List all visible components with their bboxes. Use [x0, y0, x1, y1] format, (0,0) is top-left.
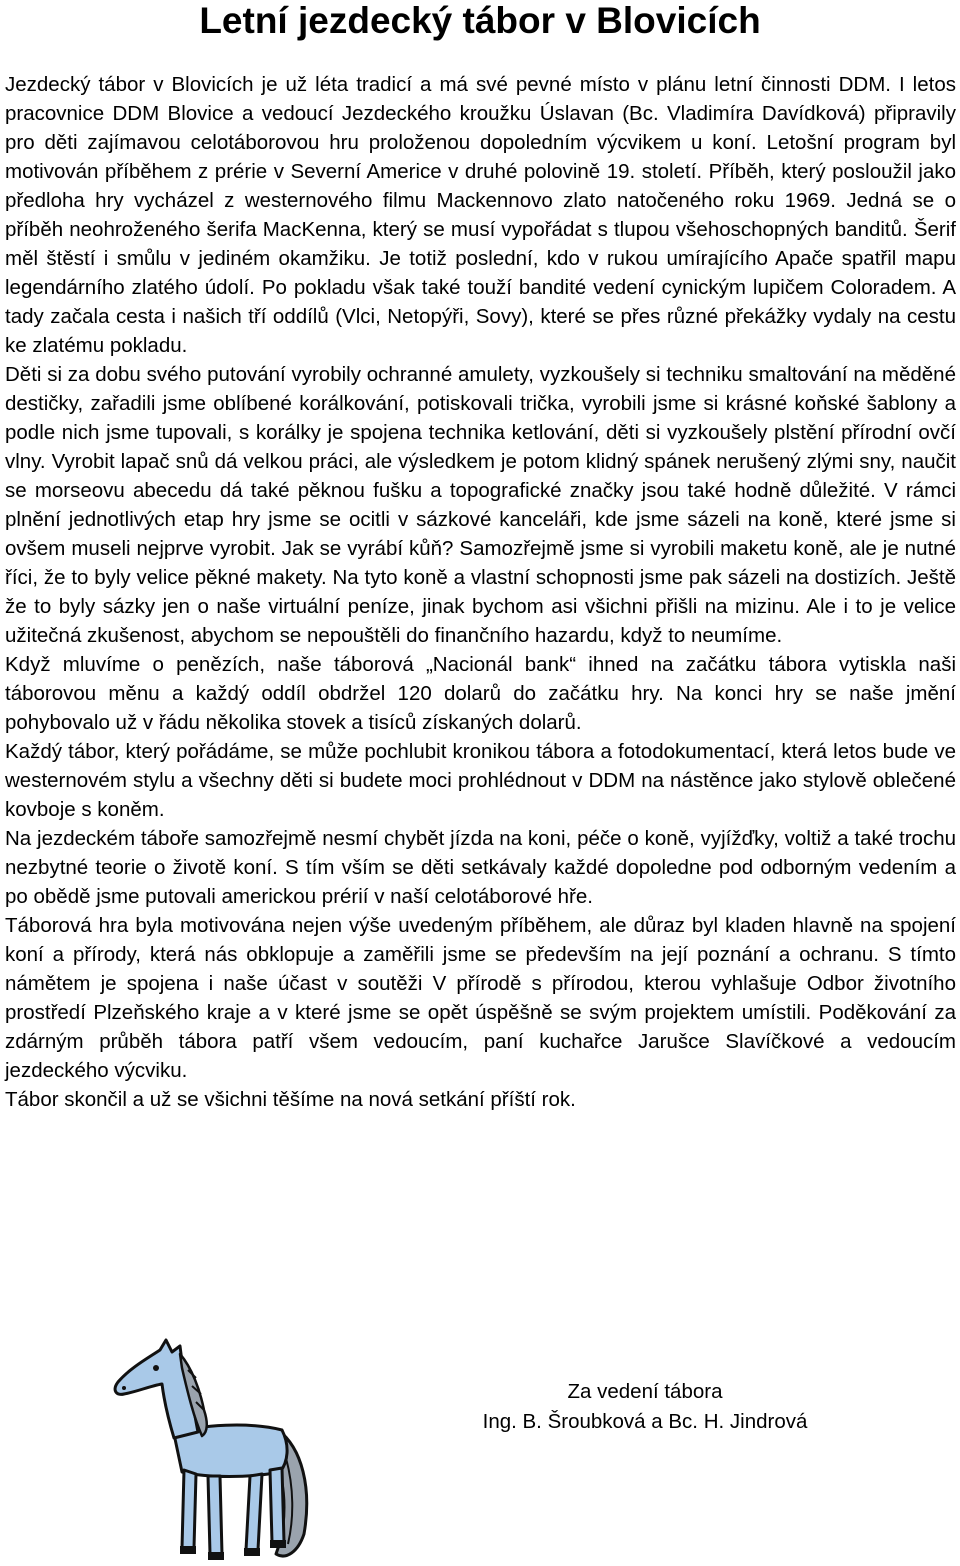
horse-leg	[246, 1474, 262, 1550]
horse-leg	[208, 1476, 222, 1554]
horse-leg	[270, 1468, 284, 1542]
article-body	[5, 70, 956, 1114]
paragraph: Táborová hra byla motivována nejen výše uvedeným příběhem, ale důraz byl kladen hlavně na spojení koní a přírody, která nás obklopuje a zaměřili jsme se především na její poznání a ochranu. S tímto námětem je spojena i naše účast v soutěži V přírodě s přírodou, kterou vyhlašuje Odbor životního prostředí Plzeňského kraje a v které jsme se opět úspěšně se svým projektem umístili. Poděkování za zdárným průběh tábora patří všem vedoucím, paní kuchařce Jarušce Slavíčkové a vedoucím jezdeckého výcviku.	[5, 914, 956, 1082]
signature-names: Ing. B. Šroubková a Bc. H. Jindrová	[482, 1410, 808, 1433]
paragraph: Děti si za dobu svého putování vyrobily ochranné amulety, vyzkoušely si techniku smaltování na měděné destičky, zařadili jsme oblíbené korálkování, potiskovali trička, vyrobili jsme si krásné koňské šablony a podle nich jsme tupovali, s korálky je spojena technika ketlování, děti si vyzkoušely plstění přírodní ovčí vlny. Vyrobit lapač snů dá velkou práci, ale výsledkem je potom klidný spánek nerušený zlými sny, naučit se morseovu abecedu dá také pěknou fušku a topografické značky jsou také hodně důležité. V rámci plnění jednotlivých etap hry jsme se ocitli v sázkové kanceláři, kde jsme sázeli na koně, které jsme si ovšem museli nejprve vyrobit. Jak se vyrábí kůň? Samozřejmě jsme si vyrobili maketu koně, ale je nutné říci, že to byly velice pěkné makety. Na tyto koně a vlastní schopnosti jsme pak sázeli na dostizích. Ještě že to byly sázky jen o naše virtuální peníze, jinak bychom asi všichni přišli na mizinu. Ale i to je velice užitečná zkušenost, abychom se nepouštěli do finančního hazardu, když to neumíme.	[5, 363, 956, 647]
horse-head	[115, 1340, 198, 1438]
paragraph: Každý tábor, který pořádáme, se může pochlubit kronikou tábora a fotodokumentací, která letos bude ve westernovém stylu a všechny děti si budete moci prohlédnout v DDM na nástěnce jako stylově oblečené kovboje s koněm.	[5, 740, 956, 821]
signature-heading: Za vedení tábora	[567, 1380, 723, 1403]
horse-drawing-icon	[90, 1338, 330, 1566]
paragraph: Na jezdeckém táboře samozřejmě nesmí chybět jízda na koni, péče o koně, vyjížďky, voltiž a také trochu nezbytné teorie o životě koní. S tím vším se děti setkávaly každé dopoledne pod odborným vedením a po obědě jsme putovali americkou prérií v naší celotáborové hře.	[5, 827, 956, 908]
signature-block	[430, 1377, 860, 1437]
paragraph: Jezdecký tábor v Blovicích je už léta tradicí a má své pevné místo v plánu letní činnosti DDM. I letos pracovnice DDM Blovice a vedoucí Jezdeckého kroužku Úslavan (Bc. Vladimíra Davídková) připravily pro děti zajímavou celotáborovou hru proloženou dopoledním výcvikem u koní. Letošní program byl motivován příběhem z prérie v Severní Americe v druhé polovině 19. století. Příběh, který posloužil jako předloha hry vycházel z westernového filmu Mackennovo zlato natočeného roku 1969. Jedná se o příběh neohroženého šerifa MacKenna, který se musí vypořádat s tlupou všehoschopných banditů. Šerif měl štěstí i smůlu v jediném okamžiku. Je totiž poslední, kdo v rukou umírajícího Apače spatřil mapu legendárního zlatého údolí. Po pokladu však také touží bandité vedení cynickým lupičem Coloradem. A tady začala cesta i našich tří oddílů (Vlci, Netopýři, Sovy), které se přes různé překážky vydaly na cestu ke zlatému pokladu.	[5, 73, 956, 357]
page-title: Letní jezdecký tábor v Blovicích	[199, 0, 761, 41]
paragraph: Tábor skončil a už se všichni těšíme na nová setkání příští rok.	[5, 1088, 576, 1111]
horse-leg	[182, 1470, 196, 1548]
paragraph: Když mluvíme o penězích, naše táborová „Nacionál bank“ ihned na začátku tábora vytiskla naši táborovou měnu a každý oddíl obdržel 120 dolarů do začátku hry. Na konci hry se naše jmění pohybovalo už v řádu několika stovek a tisíců získaných dolarů.	[5, 653, 956, 734]
